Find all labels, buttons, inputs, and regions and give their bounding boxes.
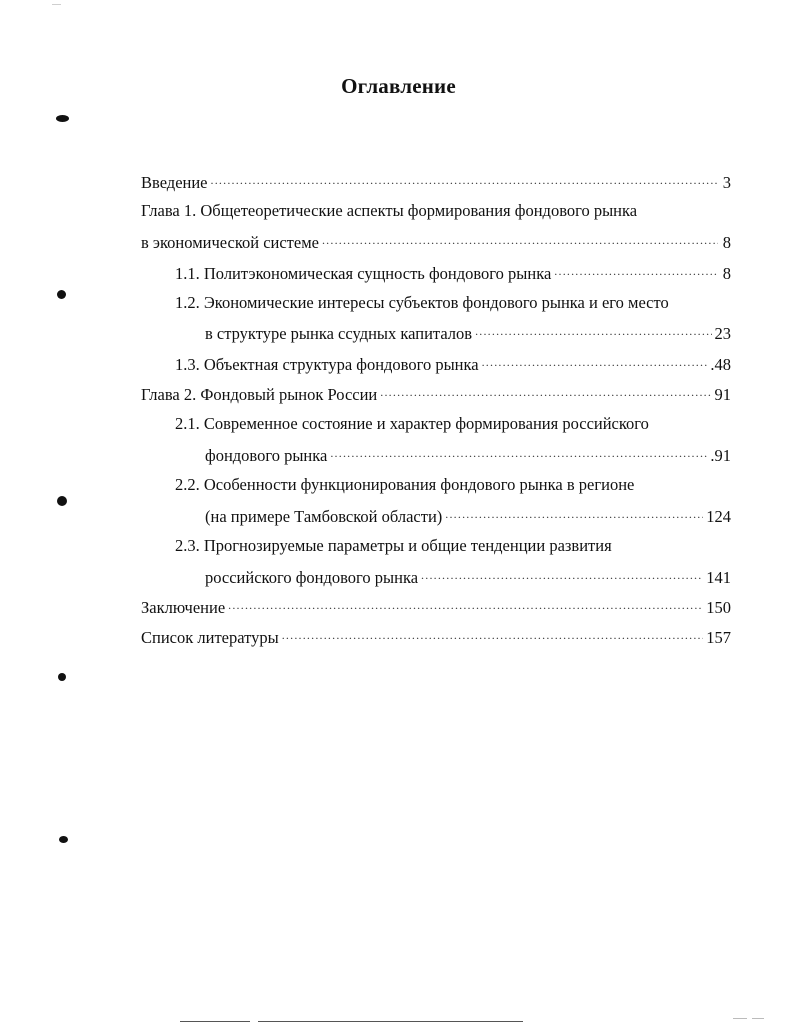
scan-speck xyxy=(58,673,66,681)
toc-leader-dots xyxy=(475,323,711,340)
toc-entry-section-2-3 xyxy=(141,536,731,566)
toc-page-number: 124 xyxy=(706,506,731,526)
toc-entry-section-1-2-cont xyxy=(141,323,731,353)
toc-entry-text: фондового рынка xyxy=(205,446,328,466)
toc-page-number: 141 xyxy=(706,567,731,587)
toc-leader-dots xyxy=(211,171,718,188)
toc-entry-text: (на примере Тамбовской области) xyxy=(205,506,443,526)
toc-entry-text: 1.1. Политэкономическая сущность фондового рынка xyxy=(175,263,552,283)
toc-leader-dots xyxy=(322,232,718,249)
toc-entry-introduction xyxy=(141,171,731,201)
scan-speck xyxy=(57,290,66,299)
toc-entry-section-1-1 xyxy=(141,262,731,292)
toc-entry-chapter-2 xyxy=(141,384,731,414)
toc-entry-text: Глава 1. Общетеоретические аспекты формирования фондового рынка xyxy=(141,201,638,221)
toc-entry-text: 2.1. Современное состояние и характер формирования российского xyxy=(175,414,649,434)
toc-entry-text: в структуре рынка ссудных капиталов xyxy=(205,324,473,344)
toc-entry-text: 2.2. Особенности функционирования фондового рынка в регионе xyxy=(175,474,635,494)
toc-entry-text: Глава 2. Фондовый рынок России xyxy=(141,385,378,405)
toc-page-number: 91 xyxy=(714,385,731,405)
toc-leader-dots xyxy=(445,505,703,522)
toc-entry-text: российского фондового рынка xyxy=(205,567,419,587)
scan-line xyxy=(752,1018,764,1019)
toc-page-number: 3 xyxy=(722,172,731,192)
scan-line xyxy=(258,1021,523,1022)
toc-entry-text: 1.3. Объектная структура фондового рынка xyxy=(175,354,479,374)
toc-entry-section-2-1 xyxy=(141,414,731,444)
toc-page-number: .91 xyxy=(710,446,731,466)
toc-entry-section-2-2-cont xyxy=(141,505,731,535)
toc-entry-bibliography xyxy=(141,627,731,657)
toc-entry-section-1-3 xyxy=(141,353,731,383)
toc-leader-dots xyxy=(330,445,707,462)
scan-speck xyxy=(59,836,68,843)
toc-entry-chapter-1-cont xyxy=(141,232,731,262)
toc-entry-conclusion xyxy=(141,596,731,626)
toc-entry-text: Заключение xyxy=(141,597,226,617)
scan-line xyxy=(180,1021,250,1022)
toc-entry-text: Список литературы xyxy=(141,628,279,648)
toc-leader-dots xyxy=(380,384,711,401)
toc-entry-section-2-1-cont xyxy=(141,445,731,475)
toc-page-number: 8 xyxy=(722,233,731,253)
toc-leader-dots xyxy=(228,596,703,613)
page-title: Оглавление xyxy=(341,74,456,98)
toc-page-number: 157 xyxy=(706,628,731,648)
toc-page-number: 23 xyxy=(714,324,731,344)
toc-entry-chapter-1 xyxy=(141,201,731,231)
toc-page-number: 8 xyxy=(722,263,731,283)
scan-line xyxy=(733,1018,747,1019)
toc-entry-section-2-3-cont xyxy=(141,566,731,596)
toc-entry-section-1-2 xyxy=(141,293,731,323)
toc-entry-section-2-2 xyxy=(141,475,731,505)
toc-leader-dots xyxy=(282,627,704,644)
scan-speck xyxy=(56,115,69,122)
toc-leader-dots xyxy=(421,566,703,583)
toc-entry-text: 1.2. Экономические интересы субъектов фондового рынка и его место xyxy=(175,292,669,312)
corner-mark xyxy=(52,4,61,5)
toc-entry-text: Введение xyxy=(141,172,208,192)
table-of-contents xyxy=(141,171,731,657)
toc-entry-text: 2.3. Прогнозируемые параметры и общие тенденции развития xyxy=(175,535,612,555)
toc-leader-dots xyxy=(554,262,718,279)
toc-page-number: 150 xyxy=(706,597,731,617)
toc-leader-dots xyxy=(482,353,708,370)
scan-speck xyxy=(57,496,67,506)
toc-page-number: .48 xyxy=(710,354,731,374)
toc-entry-text: в экономической системе xyxy=(141,233,319,253)
